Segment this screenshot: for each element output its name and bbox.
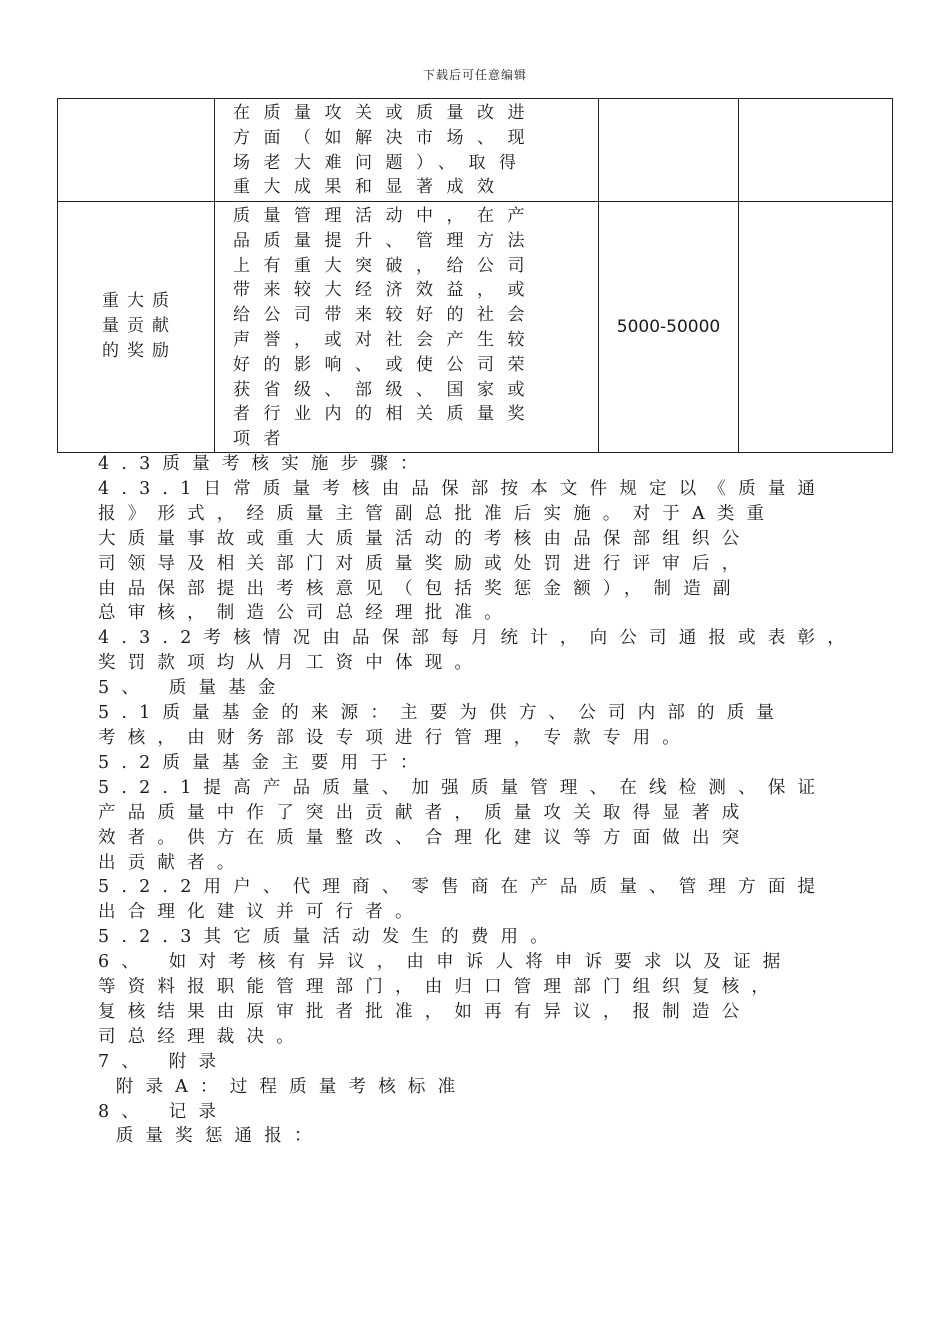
body-line: 等资料报职能管理部门，由归口管理部门组织复核， bbox=[98, 977, 782, 998]
body-line: 4.3.2考核情况由品保部每月统计，向公司通报或表彰， bbox=[98, 628, 857, 649]
description-line: 场老大难问题）、取得 bbox=[233, 152, 530, 173]
document-body bbox=[98, 452, 868, 1149]
category-cell bbox=[58, 99, 215, 202]
body-line: 质量奖惩通报： bbox=[98, 1126, 324, 1147]
body-line: 5.2.2用户、代理商、零售商在产品质量、管理方面提 bbox=[98, 877, 828, 898]
description-line: 声誉，或对社会产生较 bbox=[233, 329, 538, 350]
description-line: 质量管理活动中，在产 bbox=[233, 206, 538, 226]
amount-cell bbox=[599, 99, 739, 202]
body-line: 考核，由财务部设专项进行管理，专款专用。 bbox=[98, 727, 692, 748]
body-line: 司总经理裁决。 bbox=[98, 1026, 306, 1047]
body-line: 司领导及相关部门对质量奖励或处罚进行评审后， bbox=[98, 553, 752, 574]
body-line: 4.3.1日常质量考核由品保部按本文件规定以《质量通 bbox=[98, 478, 828, 499]
body-line: 复核结果由原审批者批准，如再有异议，报制造公 bbox=[98, 1001, 752, 1022]
section-heading: 8、 记录 bbox=[98, 1101, 229, 1122]
description-line: 品质量提升、管理方法 bbox=[233, 230, 538, 251]
section-heading: 5、 质量基金 bbox=[98, 678, 288, 699]
category-cell bbox=[58, 202, 215, 453]
body-line: 6、 如对考核有异议，由申诉人将申诉要求以及证据 bbox=[98, 952, 793, 973]
category-line: 的奖励 bbox=[102, 341, 177, 362]
category-line: 量贡献 bbox=[102, 316, 177, 337]
body-line: 产品质量中作了突出贡献者，质量攻关取得显著成 bbox=[98, 802, 752, 823]
body-line: 奖罚款项均从月工资中体现。 bbox=[98, 653, 485, 674]
description-line: 给公司带来较好的社会 bbox=[233, 305, 538, 326]
body-line: 5.2.1提高产品质量、加强质量管理、在线检测、保证 bbox=[98, 777, 828, 798]
note-cell bbox=[739, 202, 893, 453]
description-cell bbox=[215, 202, 599, 453]
page-header: 下载后可任意编辑 bbox=[422, 68, 527, 82]
body-line: 报》形式，经质量主管副总批准后实施。对于A类重 bbox=[98, 503, 777, 524]
description-cell bbox=[215, 99, 599, 202]
description-line: 项者 bbox=[233, 429, 294, 450]
body-line: 5.1质量基金的来源：主要为供方、公司内部的质量 bbox=[98, 703, 787, 724]
description-line: 获省级、部级、国家或 bbox=[233, 379, 538, 400]
description-line: 带来较大经济效益，或 bbox=[233, 280, 538, 301]
body-line: 5.2.3其它质量活动发生的费用。 bbox=[98, 927, 560, 948]
category-line: 重大质 bbox=[102, 291, 177, 312]
body-line: 附录A：过程质量考核标准 bbox=[98, 1076, 468, 1097]
body-line: 大质量事故或重大质量活动的考核由品保部组织公 bbox=[98, 528, 752, 549]
description-line: 者行业内的相关质量奖 bbox=[233, 404, 538, 425]
body-line: 效者。供方在质量整改、合理化建议等方面做出突 bbox=[98, 827, 752, 848]
body-line: 出贡献者。 bbox=[98, 852, 247, 873]
description-line: 在质量攻关或质量改进 bbox=[233, 103, 538, 123]
body-line: 4.3质量考核实施步骤： bbox=[98, 454, 430, 474]
section-heading: 7、 附录 bbox=[98, 1051, 229, 1072]
note-cell bbox=[739, 99, 893, 202]
body-line: 出合理化建议并可行者。 bbox=[98, 902, 425, 923]
description-line: 重大成果和显著成效 bbox=[233, 177, 508, 198]
description-line: 方面（如解决市场、现 bbox=[233, 127, 538, 148]
body-line: 总审核，制造公司总经理批准。 bbox=[98, 603, 514, 624]
description-line: 上有重大突破，给公司 bbox=[233, 255, 538, 276]
table-row bbox=[58, 99, 893, 202]
body-line: 由品保部提出考核意见（包括奖惩金额），制造副 bbox=[98, 578, 743, 599]
table-row bbox=[58, 202, 893, 453]
award-table bbox=[57, 98, 893, 453]
body-line: 5.2质量基金主要用于： bbox=[98, 752, 430, 773]
description-line: 好的影响、或使公司荣 bbox=[233, 354, 538, 375]
amount-cell: 5000-50000 bbox=[599, 202, 739, 453]
